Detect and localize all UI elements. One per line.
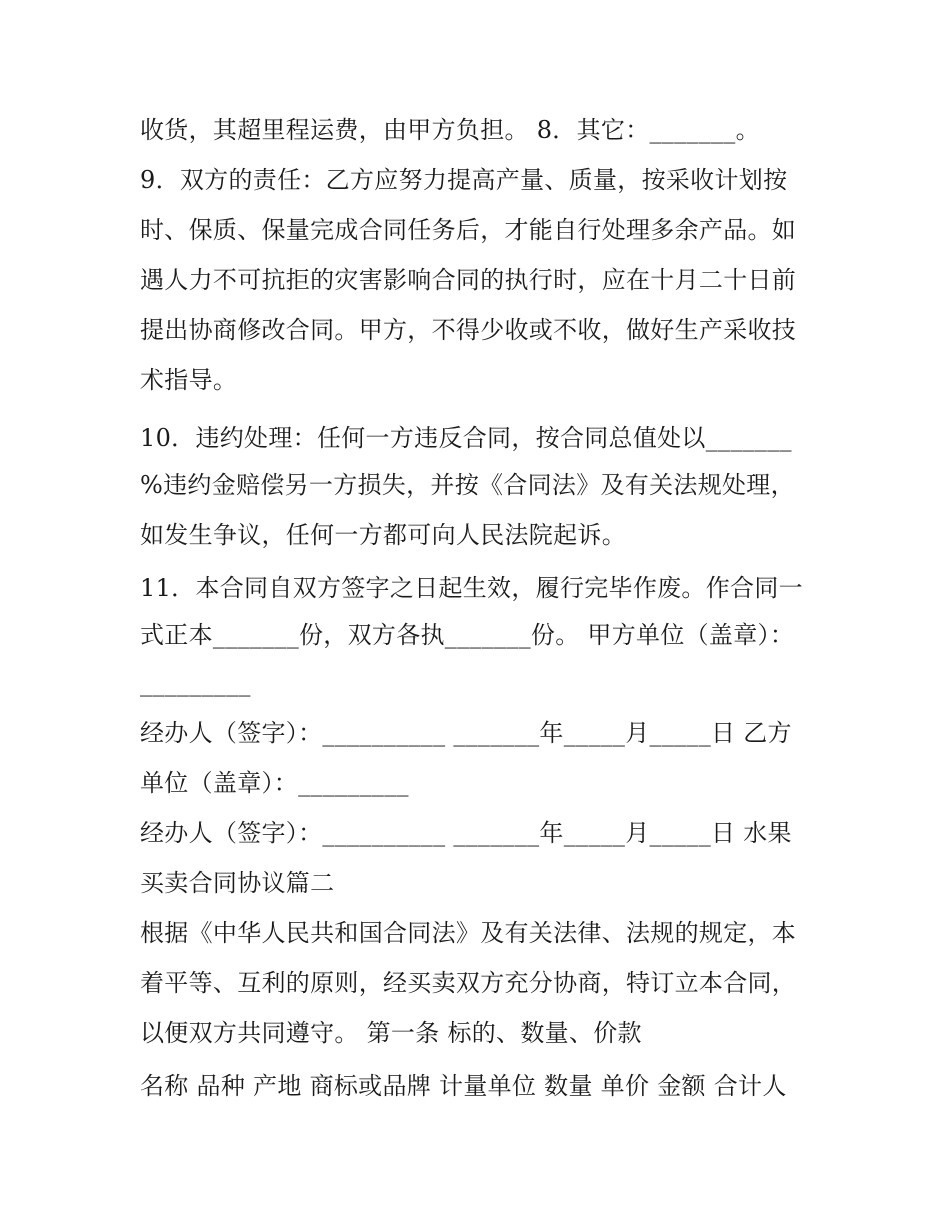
text-line: 以便双方共同遵守。 第一条 标的、数量、价款 bbox=[140, 1019, 642, 1047]
text-line: 名称 品种 产地 商标或品牌 计量单位 数量 单价 金额 合计人 bbox=[140, 1072, 787, 1100]
text-line: 根据《中华人民共和国合同法》及有关法律、法规的规定，本 bbox=[140, 919, 797, 947]
text-line: 如发生争议，任何一方都可向人民法院起诉。 bbox=[140, 521, 626, 549]
text-line: 着平等、互利的原则，经买卖双方充分协商，特订立本合同， bbox=[140, 969, 797, 997]
text-line: 11．本合同自双方签字之日起生效，履行完毕作废。作合同一 bbox=[140, 574, 803, 602]
text-line: 10．违约处理：任何一方违反合同，按合同总值处以_______ bbox=[140, 424, 792, 452]
text-line: 术指导。 bbox=[140, 366, 238, 394]
text-line: 遇人力不可抗拒的灾害影响合同的执行时，应在十月二十日前 bbox=[140, 266, 797, 294]
text-line: 9．双方的责任：乙方应努力提高产量、质量，按采收计划按 bbox=[140, 166, 788, 194]
text-line: 式正本_______份，双方各执_______份。 甲方单位（盖章）： bbox=[140, 621, 795, 649]
text-line: 时、保质、保量完成合同任务后，才能自行处理多余产品。如 bbox=[140, 216, 797, 244]
text-line: 买卖合同协议篇二 bbox=[140, 869, 335, 897]
text-line: _________ bbox=[140, 669, 251, 697]
text-line: 提出协商修改合同。甲方，不得少收或不收，做好生产采收技 bbox=[140, 316, 797, 344]
text-line: %违约金赔偿另一方损失，并按《合同法》及有关法规处理， bbox=[140, 471, 795, 499]
text-line: 经办人（签字）：__________ _______年_____月_____日 水果 bbox=[140, 819, 792, 847]
text-line: 经办人（签字）：__________ _______年_____月_____日 乙方 bbox=[140, 719, 792, 747]
text-line: 单位（盖章）：_________ bbox=[140, 769, 409, 797]
text-line: 收货，其超里程运费，由甲方负担。 8．其它：_______。 bbox=[140, 116, 760, 144]
